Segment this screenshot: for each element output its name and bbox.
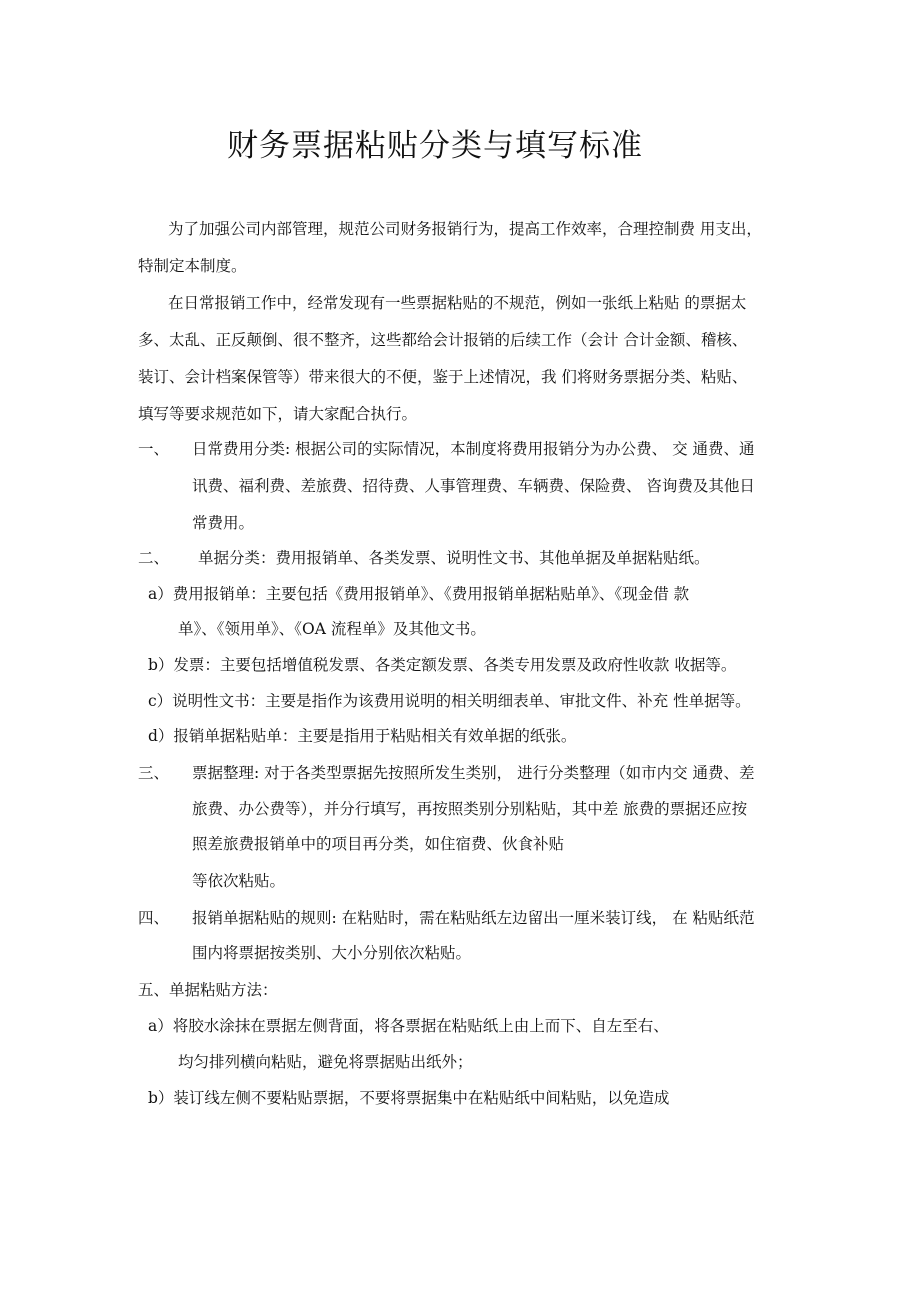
page-title: 财务票据粘贴分类与填写标准 xyxy=(227,128,643,164)
para2-line-4: 填写等要求规范如下，请大家配合执行。 xyxy=(138,405,418,423)
section-3-line-1: 票据整理: 对于各类型票据先按照所发生类别， 进行分类整理（如市内交 通费、差 xyxy=(192,764,755,782)
section-2a-line-2: 单》、《领用单》、《OA 流程单》及其他文书。 xyxy=(178,620,486,638)
para2-line-3: 装订、会计档案保管等）带来很大的不便，鉴于上述情况，我 们将财务票据分类、粘贴、 xyxy=(138,368,748,386)
intro-line-1: 为了加强公司内部管理，规范公司财务报销行为，提高工作效率，合理控制费 用支出， xyxy=(168,220,762,238)
section-4-number: 四、 xyxy=(138,909,170,927)
section-2a-line-1: a）费用报销单：主要包括《费用报销单》、《费用报销单据粘贴单》、《现金借 款 xyxy=(148,585,690,603)
section-5a-line-2: 均匀排列横向粘贴，避免将票据贴出纸外； xyxy=(178,1053,473,1071)
section-3-line-2: 旅费、办公费等），并分行填写，再按照类别分别粘贴，其中差 旅费的票据还应按 xyxy=(192,800,748,818)
intro-line-2: 特制定本制度。 xyxy=(138,257,247,275)
section-1-line-1: 日常费用分类: 根据公司的实际情况，本制度将费用报销分为办公费、 交 通费、通 xyxy=(192,440,755,458)
section-4-line-2: 围内将票据按类别、大小分别依次粘贴。 xyxy=(192,944,472,962)
para2-line-1: 在日常报销工作中，经常发现有一些票据粘贴的不规范，例如一张纸上粘贴 的票据太 xyxy=(168,294,747,312)
section-2d-line: d）报销单据粘贴单：主要是指用于粘贴相关有效单据的纸张。 xyxy=(148,727,577,745)
section-5b-line: b）装订线左侧不要粘贴票据，不要将票据集中在粘贴纸中间粘贴，以免造成 xyxy=(148,1089,670,1107)
section-5a-line-1: a）将胶水涂抹在票据左侧背面，将各票据在粘贴纸上由上而下、自左至右、 xyxy=(148,1017,669,1035)
para2-line-2: 多、太乱、正反颠倒、很不整齐，这些都给会计报销的后续工作（会计 合计金额、稽核、 xyxy=(138,331,748,349)
section-3-line-4: 等依次粘贴。 xyxy=(192,872,286,890)
section-2c-line: c）说明性文书：主要是指作为该费用说明的相关明细表单、审批文件、补充 性单据等。 xyxy=(148,692,751,710)
section-3-number: 三、 xyxy=(138,764,170,782)
section-5-heading: 五、单据粘贴方法： xyxy=(138,981,278,999)
section-2-number: 二、 xyxy=(138,549,170,567)
section-1-line-2: 讯费、福利费、差旅费、招待费、人事管理费、车辆费、保险费、 咨询费及其他日 xyxy=(192,477,755,495)
section-1-line-3: 常费用。 xyxy=(192,514,255,532)
section-2-line: 单据分类：费用报销单、各类发票、说明性文书、其他单据及单据粘贴纸。 xyxy=(198,549,710,567)
section-1-number: 一、 xyxy=(138,440,170,458)
section-4-line-1: 报销单据粘贴的规则: 在粘贴时，需在粘贴纸左边留出一厘米装订线， 在 粘贴纸范 xyxy=(192,909,755,927)
section-3-line-3: 照差旅费报销单中的项目再分类，如住宿费、伙食补贴 xyxy=(192,835,565,853)
section-2b-line: b）发票：主要包括增值税发票、各类定额发票、各类专用发票及政府性收款 收据等。 xyxy=(148,656,737,674)
